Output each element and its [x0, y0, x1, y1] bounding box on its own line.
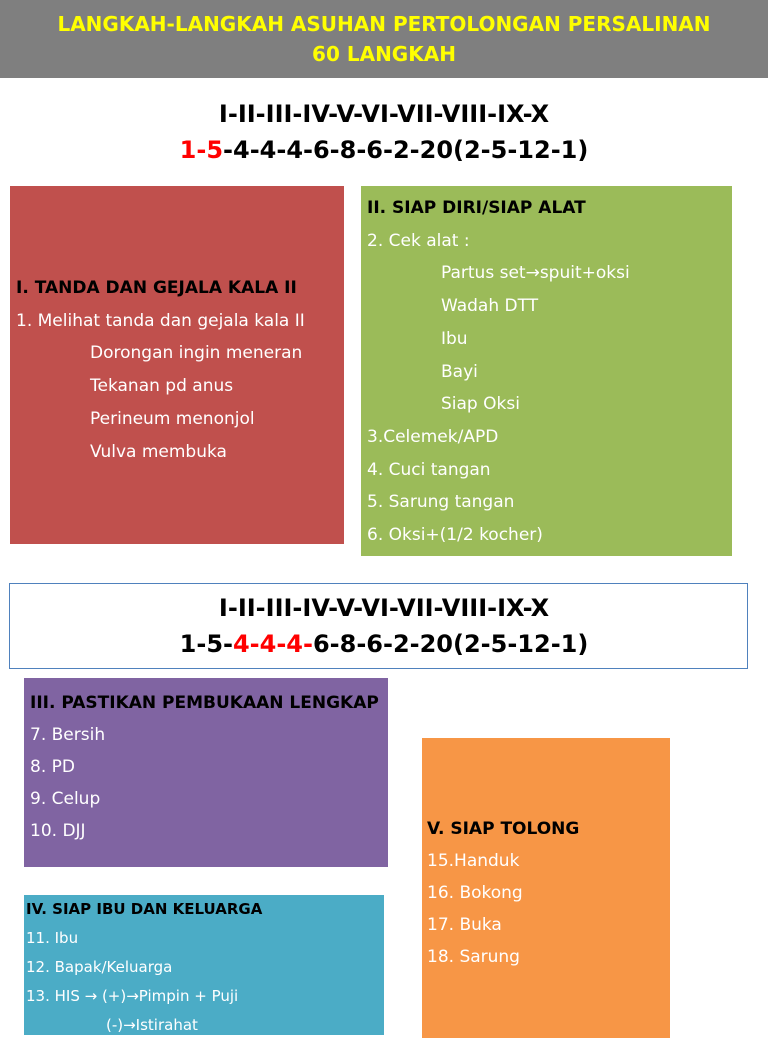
section-5-step: 16. Bokong — [427, 883, 523, 903]
section-4-step: 13. HIS → (+)→Pimpin + Puji — [26, 987, 239, 1005]
section-1-title: I. TANDA DAN GEJALA KALA II — [16, 278, 297, 298]
section-2-box — [361, 186, 732, 556]
section-2-step: 2. Cek alat : — [367, 230, 470, 251]
header-title-line2: 60 LANGKAH — [312, 42, 456, 66]
section-2-step: 6. Oksi+(1/2 kocher) — [367, 525, 543, 546]
sequence-highlight-2: 4-4-4- — [232, 630, 313, 658]
section-2-step: 5. Sarung tangan — [367, 492, 515, 513]
section-1-box — [10, 186, 344, 544]
section-5-box — [422, 738, 670, 1038]
section-2-sub: Partus set→spuit+oksi — [441, 263, 630, 284]
section-2-step: 4. Cuci tangan — [367, 459, 491, 480]
section-3-step: 10. DJJ — [30, 821, 86, 841]
section-3-box — [24, 678, 388, 867]
sequence-numbers-1 — [0, 134, 768, 166]
sequence-rest-1: -4-4-4-6-8-6-2-20(2-5-12-1) — [223, 136, 589, 164]
section-2-sub: Siap Oksi — [441, 394, 520, 415]
section-5-title: V. SIAP TOLONG — [427, 819, 580, 839]
sequence-rest-2: 6-8-6-2-20(2-5-12-1) — [312, 630, 589, 658]
section-1-sub: Tekanan pd anus — [90, 376, 234, 397]
header-title-line1: LANGKAH-LANGKAH ASUHAN PERTOLONGAN PERSALINAN — [57, 12, 711, 36]
section-2-step: 3.Celemek/APD — [367, 426, 499, 447]
sequence-highlight-1: 1-5 — [179, 136, 224, 164]
section-4-sub: (-)→Istirahat — [106, 1016, 198, 1034]
sequence-roman-1: I-II-III-IV-V-VI-VII-VIII-IX-X — [218, 100, 550, 128]
section-3-step: 7. Bersih — [30, 725, 106, 745]
section-2-sub: Wadah DTT — [441, 296, 539, 317]
section-5-step: 18. Sarung — [427, 947, 520, 967]
section-3-title: III. PASTIKAN PEMBUKAAN LENGKAP — [30, 693, 379, 713]
page-header — [0, 0, 768, 78]
section-1-sub: Vulva membuka — [90, 441, 227, 462]
section-3-step: 9. Celup — [30, 789, 101, 809]
section-2-sub: Ibu — [441, 328, 468, 349]
section-2-title: II. SIAP DIRI/SIAP ALAT — [367, 198, 586, 218]
section-2-sub: Bayi — [441, 361, 478, 382]
section-1-sub: Perineum menonjol — [90, 408, 255, 429]
section-4-step: 11. Ibu — [26, 929, 79, 947]
section-4-step: 12. Bapak/Keluarga — [26, 958, 173, 976]
section-1-sub: Dorongan ingin meneran — [90, 343, 303, 364]
section-4-title: IV. SIAP IBU DAN KELUARGA — [26, 900, 263, 918]
section-3-step: 8. PD — [30, 757, 75, 777]
section-5-step: 15.Handuk — [427, 851, 520, 871]
sequence-roman-2: I-II-III-IV-V-VI-VII-VIII-IX-X — [218, 594, 550, 622]
section-5-step: 17. Buka — [427, 915, 502, 935]
section-4-box — [24, 895, 384, 1035]
sequence-numbers-2 — [0, 628, 768, 660]
sequence-prefix-2: 1-5- — [179, 630, 233, 658]
section-1-step: 1. Melihat tanda dan gejala kala II — [16, 310, 305, 331]
